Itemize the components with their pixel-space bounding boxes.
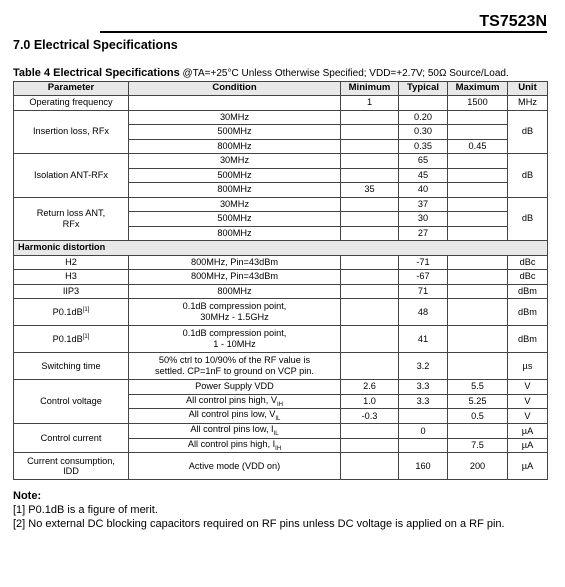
- typ-cell: 48: [399, 299, 448, 326]
- condition-cell: 30MHz: [129, 154, 341, 169]
- condition-line: 0.1dB compression point,: [182, 301, 287, 312]
- max-cell: 7.5: [448, 438, 508, 453]
- param-cell: Switching time: [14, 353, 129, 380]
- typ-cell: 3.3: [399, 394, 448, 409]
- param-line: IDD: [63, 466, 79, 477]
- condition-text: All control pins low, V: [188, 409, 276, 420]
- min-cell: -0.3: [341, 409, 399, 424]
- condition-line: settled. CP=1nF to ground on VCP pin.: [155, 366, 314, 376]
- max-cell: [448, 326, 508, 353]
- condition-cell: Active mode (VDD on): [129, 453, 341, 480]
- min-cell: [341, 353, 399, 380]
- typ-cell: [399, 409, 448, 424]
- typ-cell: -67: [399, 270, 448, 285]
- notes-title: Note:: [13, 490, 42, 502]
- notes: [13, 489, 505, 531]
- unit-cell: dBm: [508, 326, 548, 353]
- unit-cell: µA: [508, 438, 548, 453]
- typ-cell: 3.2: [399, 353, 448, 380]
- condition-cell: [129, 353, 341, 380]
- param-cell: IIP3: [14, 284, 129, 299]
- condition-cell: 500MHz: [129, 168, 341, 183]
- typ-cell: 3.3: [399, 380, 448, 395]
- condition-line: 0.1dB compression point,: [182, 328, 287, 339]
- min-cell: [341, 125, 399, 140]
- table-row: [14, 255, 548, 270]
- condition-text: All control pins high, I: [187, 438, 276, 449]
- typ-cell: 37: [399, 197, 448, 212]
- condition-cell: 30MHz: [129, 110, 341, 125]
- table-caption-title: Table 4 Electrical Specifications: [13, 67, 180, 79]
- min-cell: [341, 255, 399, 270]
- param-cell: [14, 197, 129, 241]
- col-header: Condition: [129, 82, 341, 96]
- condition-cell: 800MHz: [129, 183, 341, 198]
- min-cell: [341, 168, 399, 183]
- table-row: [14, 299, 548, 326]
- subscript: IL: [273, 430, 279, 437]
- unit-cell: µs: [508, 353, 548, 380]
- max-cell: [448, 125, 508, 140]
- condition-cell: 500MHz: [129, 212, 341, 227]
- max-cell: 5.5: [448, 380, 508, 395]
- param-cell: H2: [14, 255, 129, 270]
- table-row: [14, 353, 548, 380]
- unit-cell: µA: [508, 423, 548, 438]
- unit-cell: V: [508, 409, 548, 424]
- param-cell: Operating frequency: [14, 96, 129, 111]
- max-cell: 0.45: [448, 139, 508, 154]
- table-row: [14, 154, 548, 169]
- condition-cell: [129, 409, 341, 424]
- typ-cell: 0.30: [399, 125, 448, 140]
- col-header: Unit: [508, 82, 548, 96]
- max-cell: [448, 255, 508, 270]
- table-row: [14, 326, 548, 353]
- param-line: Return loss ANT,: [36, 208, 106, 219]
- condition-cell: [129, 423, 341, 438]
- max-cell: 1500: [448, 96, 508, 111]
- min-cell: [341, 154, 399, 169]
- table-row: [14, 197, 548, 212]
- condition-cell: 30MHz: [129, 197, 341, 212]
- max-cell: [448, 270, 508, 285]
- param-cell: H3: [14, 270, 129, 285]
- subscript: IH: [275, 445, 282, 452]
- min-cell: [341, 110, 399, 125]
- header-rule: [100, 31, 547, 33]
- note-1: [1] P0.1dB is a figure of merit.: [13, 504, 158, 516]
- col-header: Typical: [399, 82, 448, 96]
- unit-cell: dBc: [508, 255, 548, 270]
- param-line: Current consumption,: [27, 455, 115, 466]
- typ-cell: 30: [399, 212, 448, 227]
- unit-cell: dB: [508, 110, 548, 154]
- section-label: Harmonic distortion: [14, 241, 548, 256]
- min-cell: [341, 284, 399, 299]
- table-row: [14, 453, 548, 480]
- max-cell: 200: [448, 453, 508, 480]
- condition-cell: Power Supply VDD: [129, 380, 341, 395]
- param-text: P0.1dB: [52, 306, 83, 317]
- unit-cell: µA: [508, 453, 548, 480]
- col-header: Minimum: [341, 82, 399, 96]
- min-cell: 1: [341, 96, 399, 111]
- min-cell: [341, 438, 399, 453]
- condition-line: 30MHz - 1.5GHz: [200, 312, 269, 322]
- note-2: [2] No external DC blocking capacitors required on RF pins unless DC voltage is applied on a RF pin.: [13, 518, 505, 530]
- min-cell: [341, 212, 399, 227]
- typ-cell: [399, 438, 448, 453]
- typ-cell: 0: [399, 423, 448, 438]
- unit-cell: MHz: [508, 96, 548, 111]
- unit-cell: dBm: [508, 299, 548, 326]
- min-cell: [341, 299, 399, 326]
- min-cell: [341, 453, 399, 480]
- table-row: [14, 110, 548, 125]
- typ-cell: 65: [399, 154, 448, 169]
- condition-text: All control pins low, I: [190, 423, 274, 434]
- table-caption-conditions: @TA=+25°C Unless Otherwise Specified; VDD=+2.7V; 50Ω Source/Load.: [182, 68, 509, 79]
- param-cell: [14, 299, 129, 326]
- footnote-ref: [1]: [82, 333, 90, 340]
- typ-cell: 40: [399, 183, 448, 198]
- typ-cell: 45: [399, 168, 448, 183]
- min-cell: [341, 423, 399, 438]
- max-cell: [448, 226, 508, 241]
- condition-cell: [129, 394, 341, 409]
- min-cell: 1.0: [341, 394, 399, 409]
- param-cell: Isolation ANT-RFx: [14, 154, 129, 198]
- table-caption: [13, 67, 509, 79]
- condition-text: All control pins high, V: [186, 394, 277, 405]
- typ-cell: 0.35: [399, 139, 448, 154]
- param-line: RFx: [62, 218, 80, 229]
- typ-cell: 41: [399, 326, 448, 353]
- max-cell: [448, 154, 508, 169]
- condition-cell: 800MHz: [129, 284, 341, 299]
- max-cell: [448, 353, 508, 380]
- typ-cell: -71: [399, 255, 448, 270]
- max-cell: [448, 197, 508, 212]
- param-cell: Insertion loss, RFx: [14, 110, 129, 154]
- max-cell: [448, 284, 508, 299]
- condition-line: 1 - 10MHz: [213, 339, 256, 349]
- max-cell: [448, 299, 508, 326]
- max-cell: [448, 183, 508, 198]
- condition-cell: [129, 438, 341, 453]
- typ-cell: 160: [399, 453, 448, 480]
- max-cell: [448, 110, 508, 125]
- electrical-spec-table: [13, 81, 548, 480]
- section-title: 7.0 Electrical Specifications: [13, 38, 178, 52]
- param-cell: [14, 326, 129, 353]
- condition-cell: [129, 326, 341, 353]
- min-cell: [341, 270, 399, 285]
- param-cell: [14, 453, 129, 480]
- min-cell: [341, 226, 399, 241]
- unit-cell: V: [508, 394, 548, 409]
- max-cell: [448, 212, 508, 227]
- condition-cell: 500MHz: [129, 125, 341, 140]
- max-cell: 5.25: [448, 394, 508, 409]
- table-section-row: [14, 241, 548, 256]
- unit-cell: dBc: [508, 270, 548, 285]
- min-cell: 2.6: [341, 380, 399, 395]
- footnote-ref: [1]: [82, 306, 90, 313]
- condition-cell: [129, 299, 341, 326]
- param-cell: Control voltage: [14, 380, 129, 424]
- condition-line: 50% ctrl to 10/90% of the RF value is: [158, 355, 311, 366]
- typ-cell: 27: [399, 226, 448, 241]
- min-cell: [341, 326, 399, 353]
- subscript: IL: [275, 416, 281, 423]
- table-row: [14, 270, 548, 285]
- unit-cell: dB: [508, 154, 548, 198]
- unit-cell: dB: [508, 197, 548, 241]
- unit-cell: V: [508, 380, 548, 395]
- table-header-row: [14, 82, 548, 96]
- col-header: Maximum: [448, 82, 508, 96]
- condition-cell: 800MHz: [129, 226, 341, 241]
- typ-cell: 71: [399, 284, 448, 299]
- condition-cell: 800MHz: [129, 139, 341, 154]
- condition-cell: 800MHz, Pin=43dBm: [129, 270, 341, 285]
- max-cell: 0.5: [448, 409, 508, 424]
- condition-cell: 800MHz, Pin=43dBm: [129, 255, 341, 270]
- part-number: TS7523N: [479, 13, 547, 30]
- typ-cell: 0.20: [399, 110, 448, 125]
- table-row: [14, 96, 548, 111]
- max-cell: [448, 423, 508, 438]
- param-text: P0.1dB: [52, 333, 83, 344]
- subscript: IH: [276, 401, 283, 408]
- max-cell: [448, 168, 508, 183]
- min-cell: [341, 197, 399, 212]
- table-row: [14, 380, 548, 395]
- min-cell: [341, 139, 399, 154]
- unit-cell: dBm: [508, 284, 548, 299]
- col-header: Parameter: [14, 82, 129, 96]
- table-row: [14, 423, 548, 438]
- param-cell: Control current: [14, 423, 129, 452]
- condition-cell: [129, 96, 341, 111]
- table-row: [14, 284, 548, 299]
- min-cell: 35: [341, 183, 399, 198]
- typ-cell: [399, 96, 448, 111]
